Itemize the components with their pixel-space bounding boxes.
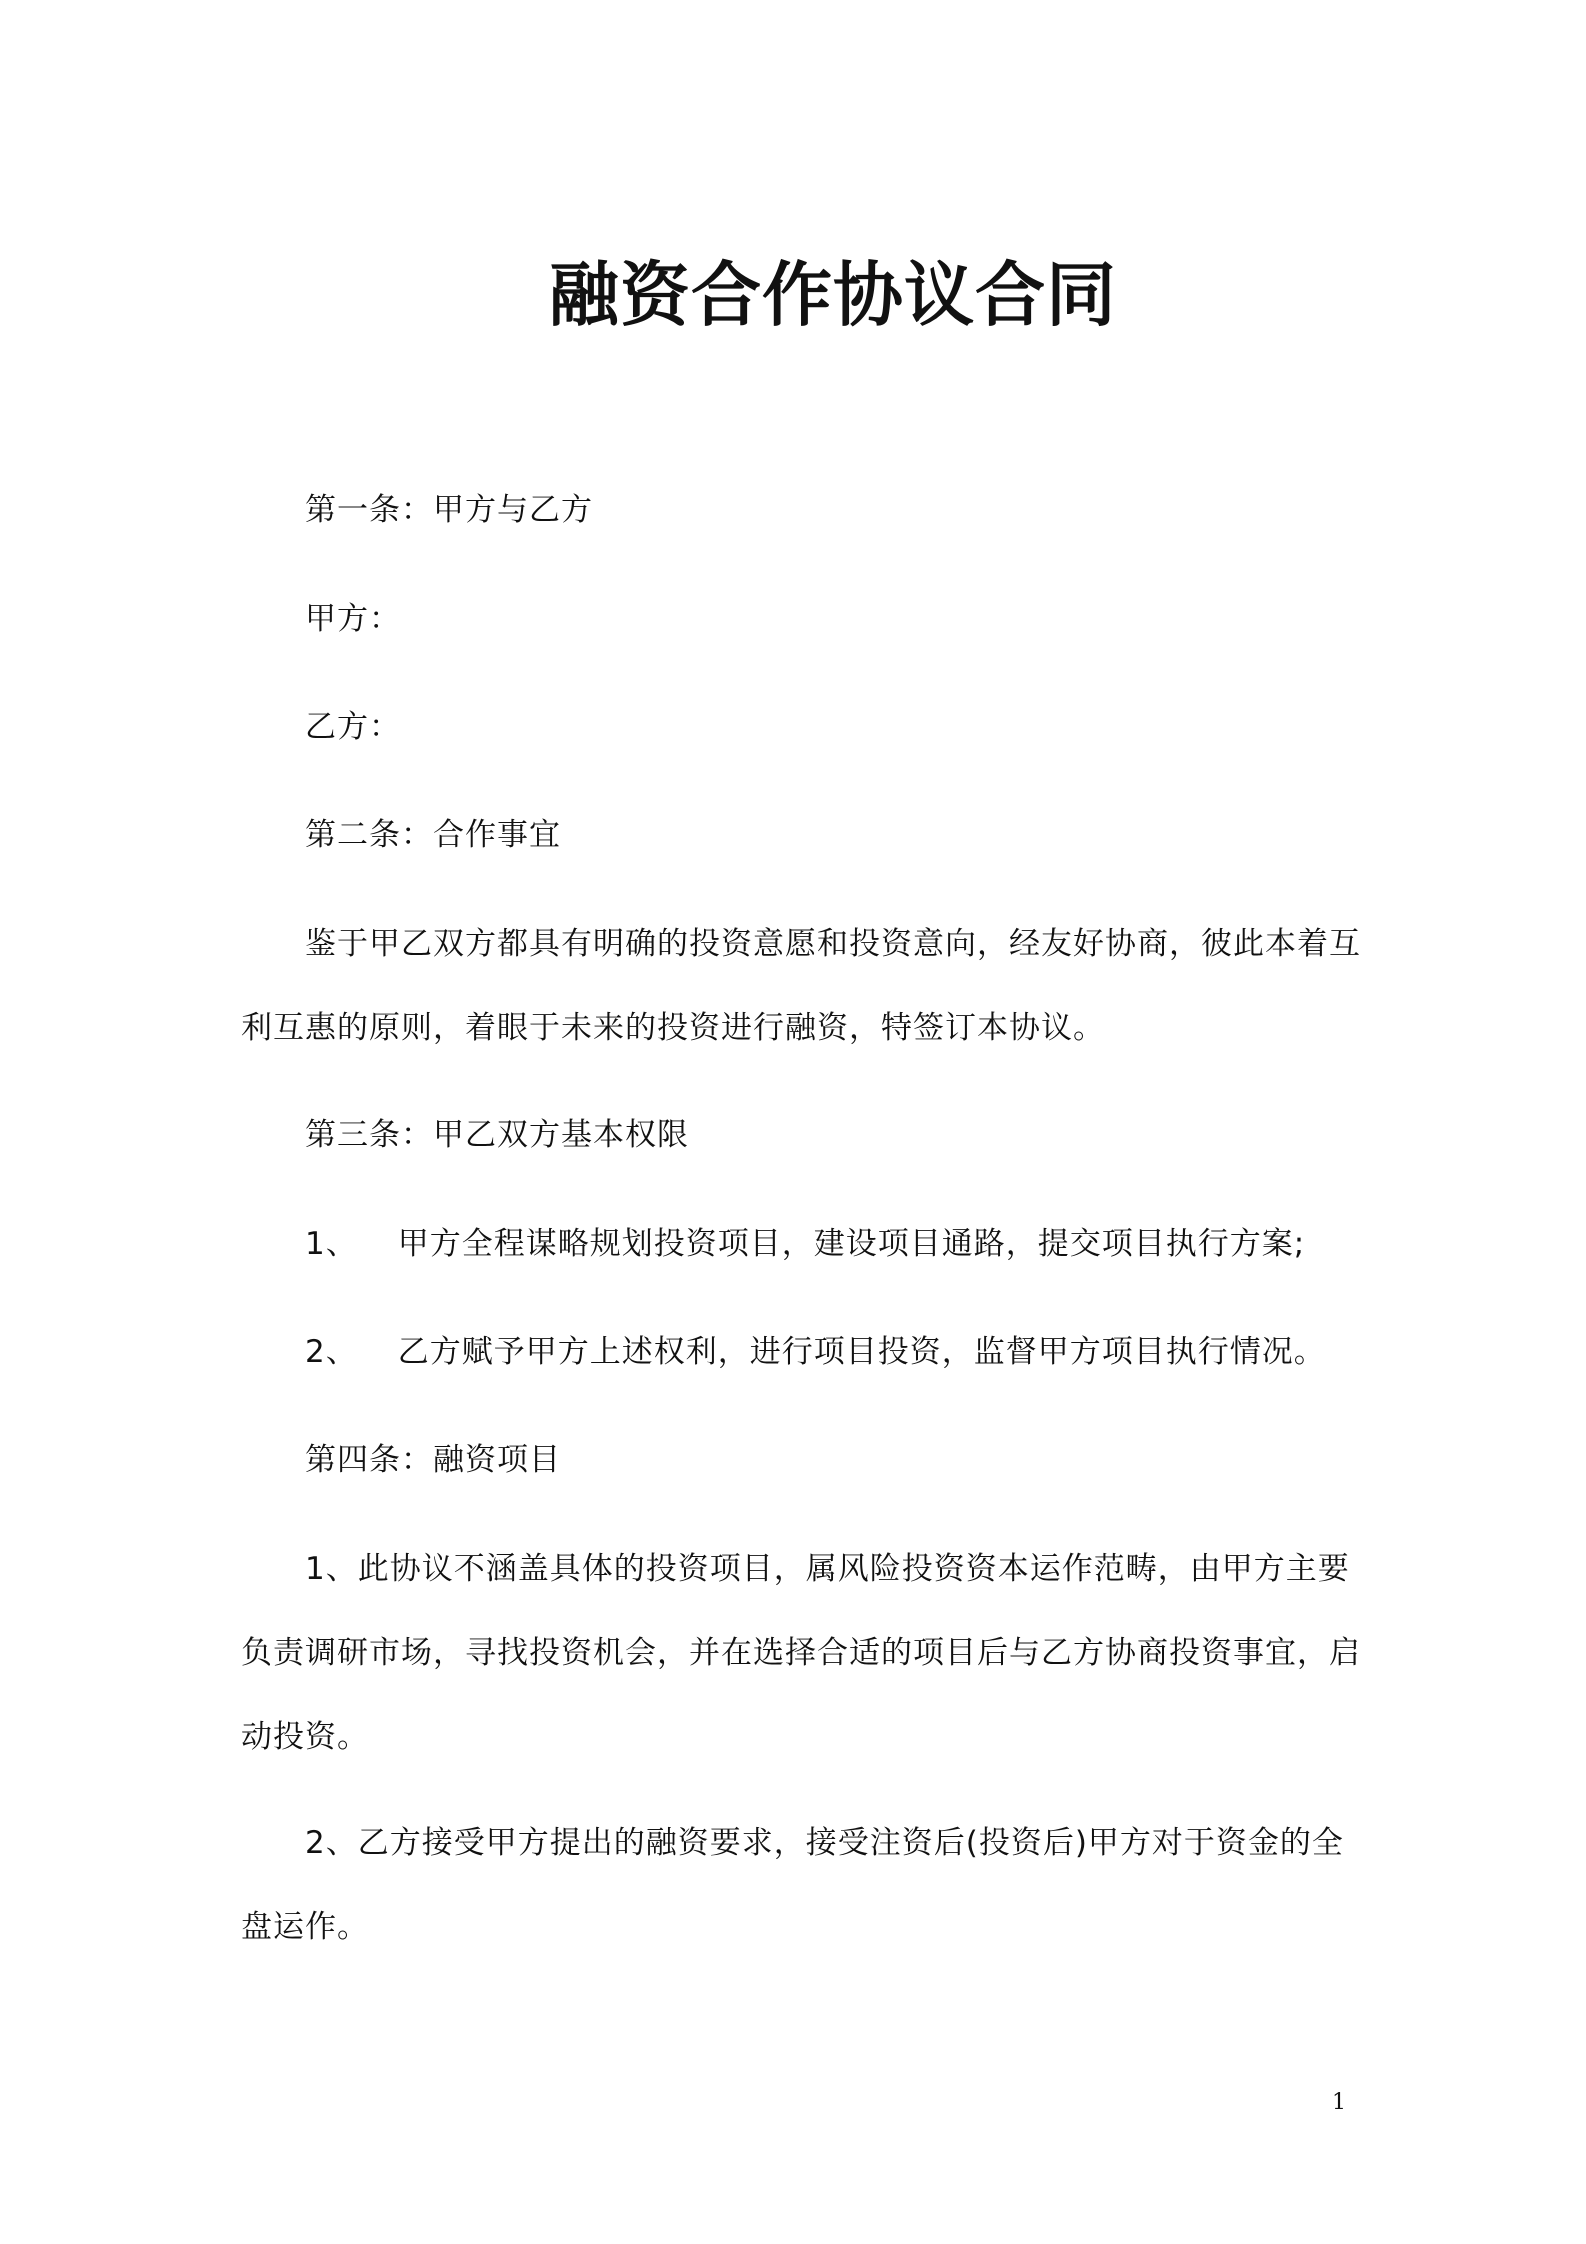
paragraph-line: 1、此协议不涵盖具体的投资项目，属风险投资资本运作范畴，由甲方主要 (305, 1551, 1350, 1587)
document-title: 融资合作协议合同 (549, 254, 1117, 336)
list-item-text: 乙方赋予甲方上述权利，进行项目投资，监督甲方项目执行情况。 (397, 1334, 1326, 1370)
article-2-heading: 第二条：合作事宜 (305, 817, 561, 853)
party-b-label: 乙方： (305, 709, 401, 745)
article-4-heading: 第四条：融资项目 (305, 1442, 561, 1478)
paragraph-line: 动投资。 (241, 1719, 369, 1755)
list-item-text: 甲方全程谋略规划投资项目，建设项目通路，提交项目执行方案; (397, 1226, 1306, 1262)
paragraph-line: 盘运作。 (241, 1909, 369, 1945)
party-a-label: 甲方： (305, 601, 401, 637)
article-1-heading: 第一条：甲方与乙方 (305, 492, 593, 528)
paragraph-line: 利互惠的原则，着眼于未来的投资进行融资，特签订本协议。 (241, 1010, 1105, 1046)
page-number: 1 (1332, 2090, 1346, 2115)
list-item (305, 1332, 1326, 1372)
paragraph-line: 鉴于甲乙双方都具有明确的投资意愿和投资意向，经友好协商，彼此本着互 (305, 926, 1361, 962)
article-3-heading: 第三条：甲乙双方基本权限 (305, 1117, 689, 1153)
list-item (305, 1224, 1305, 1264)
paragraph-line: 负责调研市场，寻找投资机会，并在选择合适的项目后与乙方协商投资事宜，启 (241, 1635, 1361, 1671)
list-marker: 1、 (305, 1226, 358, 1262)
list-marker: 2、 (305, 1334, 358, 1370)
paragraph-line: 2、乙方接受甲方提出的融资要求，接受注资后(投资后)甲方对于资金的全 (305, 1825, 1344, 1861)
